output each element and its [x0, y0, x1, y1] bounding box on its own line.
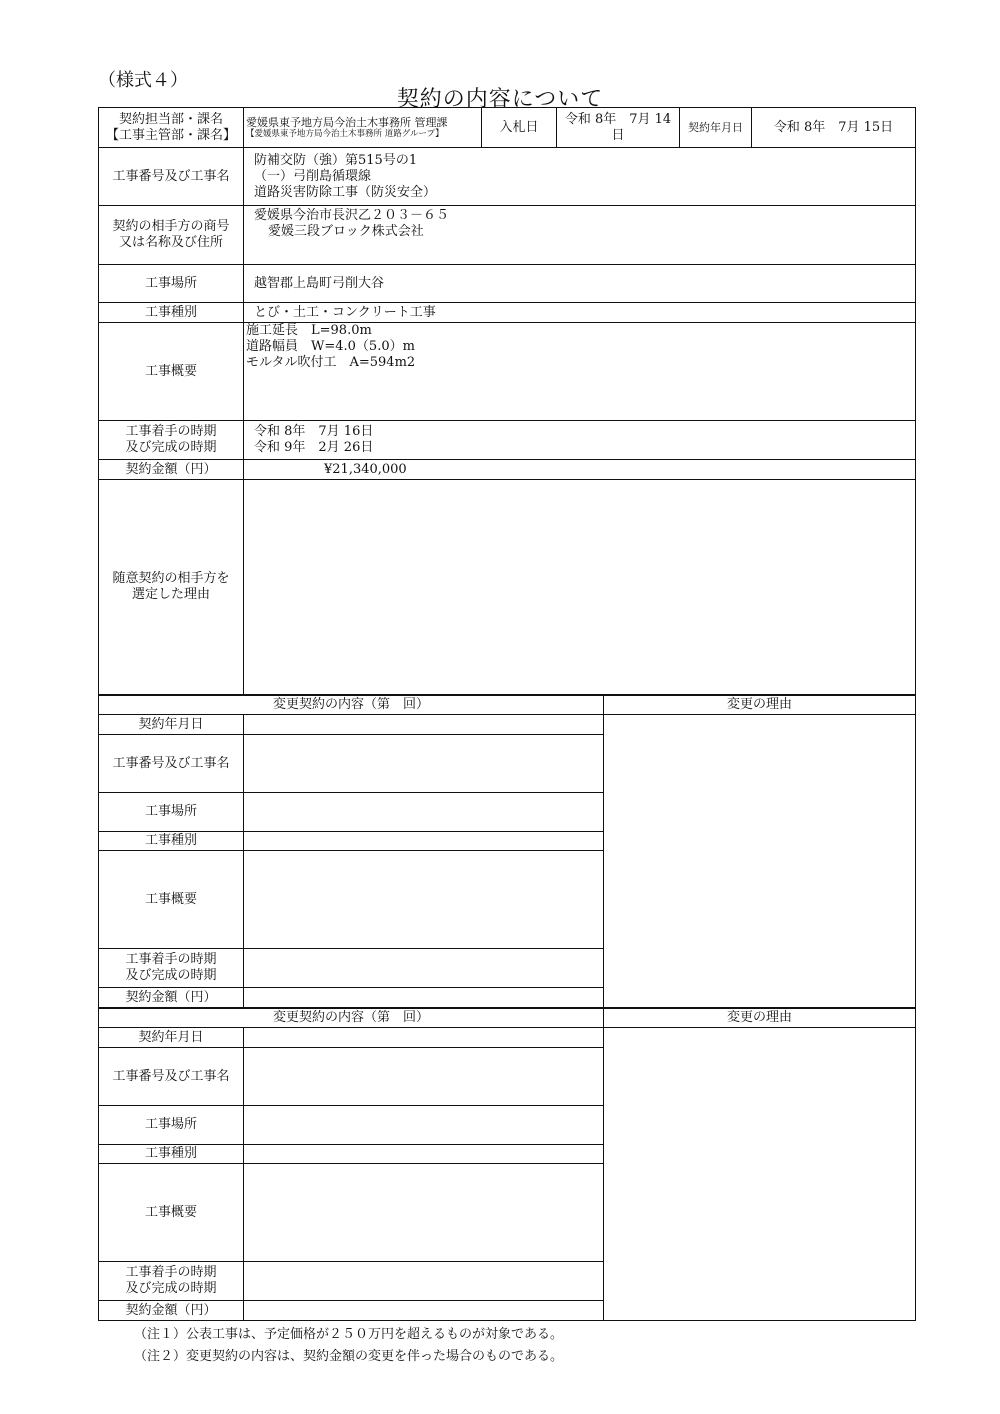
- change-reason-value: [604, 715, 916, 1008]
- start-date: 令和 8年 7月 16日: [254, 424, 374, 439]
- dept-label: 契約担当部・課名 【工事主管部・課名】: [99, 108, 244, 148]
- amount-label: 契約金額（円）: [99, 460, 244, 480]
- change-table-2: [98, 1008, 916, 1321]
- amount-value: ¥21,340,000: [244, 460, 916, 480]
- change-reason-header: 変更の理由: [604, 1009, 916, 1028]
- contract-date-label: 契約年月日: [680, 108, 752, 148]
- reason-label: 随意契約の相手方を 選定した理由: [99, 480, 244, 695]
- change-work-type-label: 工事種別: [99, 1145, 244, 1164]
- change-summary-label: 工事概要: [99, 1164, 244, 1262]
- change-amount-value: [244, 1301, 604, 1321]
- change-location-label: 工事場所: [99, 793, 244, 832]
- change-amount-label: 契約金額（円）: [99, 1301, 244, 1321]
- work-name-label: 工事番号及び工事名: [99, 148, 244, 206]
- change-summary-label: 工事概要: [99, 851, 244, 949]
- change-work-name-value: [244, 735, 604, 793]
- change-amount-label: 契約金額（円）: [99, 988, 244, 1008]
- change-work-type-value: [244, 1145, 604, 1164]
- change-summary-value: [244, 851, 604, 949]
- change-location-label: 工事場所: [99, 1106, 244, 1145]
- location-label: 工事場所: [99, 265, 244, 303]
- change-period-label: 工事着手の時期 及び完成の時期: [99, 1262, 244, 1301]
- work-type-label: 工事種別: [99, 303, 244, 323]
- period-label: 工事着手の時期 及び完成の時期: [99, 421, 244, 460]
- bid-date-value: 令和 8年 7月 14日: [557, 108, 680, 148]
- change-amount-value: [244, 988, 604, 1008]
- reason-value: [244, 480, 916, 695]
- form-number: （様式４）: [98, 70, 188, 91]
- contractor-cell: [244, 206, 916, 265]
- contractor-label: 契約の相手方の商号 又は名称及び住所: [99, 206, 244, 265]
- location-value: 越智郡上島町弓削大谷: [244, 265, 916, 303]
- change-contract-date-value: [244, 1028, 604, 1048]
- contractor-address: 愛媛県今治市長沢乙２０３－６５: [254, 208, 450, 223]
- change-table-1: [98, 695, 916, 1008]
- change-period-label: 工事着手の時期 及び完成の時期: [99, 949, 244, 988]
- contract-date-value: 令和 8年 7月 15日: [752, 108, 916, 148]
- change-location-value: [244, 793, 604, 832]
- summary-label: 工事概要: [99, 323, 244, 421]
- change-work-type-label: 工事種別: [99, 832, 244, 851]
- change-reason-header: 変更の理由: [604, 696, 916, 715]
- contract-table: [98, 107, 916, 695]
- dept-sub-value: 【愛媛県東予地方局今治土木事務所 道路グループ】: [246, 128, 444, 139]
- change-location-value: [244, 1106, 604, 1145]
- note-2: （注２）変更契約の内容は、契約金額の変更を伴った場合のものである。: [134, 1349, 564, 1364]
- change-summary-value: [244, 1164, 604, 1262]
- work-name-value: 防補交防（強）第515号の1 （一）弓削島循環線 道路災害防除工事（防災安全）: [244, 148, 916, 206]
- contractor-name: 愛媛三段ブロック株式会社: [268, 224, 424, 239]
- change-header: 変更契約の内容（第 回）: [99, 696, 604, 715]
- change-header: 変更契約の内容（第 回）: [99, 1009, 604, 1028]
- bid-date-label: 入札日: [482, 108, 557, 148]
- change-work-type-value: [244, 832, 604, 851]
- period-cell: [244, 421, 916, 460]
- summary-value: 施工延長 L=98.0m 道路幅員 W=4.0（5.0）m モルタル吹付工 A=594m2: [244, 323, 916, 421]
- dept-cell: [244, 108, 482, 148]
- page-title: 契約の内容について: [396, 87, 604, 112]
- work-type-value: とび・土工・コンクリート工事: [244, 303, 916, 323]
- change-contract-date-label: 契約年月日: [99, 1028, 244, 1048]
- change-work-name-label: 工事番号及び工事名: [99, 735, 244, 793]
- change-work-name-value: [244, 1048, 604, 1106]
- change-period-value: [244, 949, 604, 988]
- change-period-value: [244, 1262, 604, 1301]
- note-1: （注１）公表工事は、予定価格が２５０万円を超えるものが対象である。: [134, 1327, 564, 1342]
- change-contract-date-value: [244, 715, 604, 735]
- dept-value: 愛媛県東予地方局今治土木事務所 管理課: [246, 115, 448, 129]
- change-reason-value: [604, 1028, 916, 1321]
- change-work-name-label: 工事番号及び工事名: [99, 1048, 244, 1106]
- change-contract-date-label: 契約年月日: [99, 715, 244, 735]
- end-date: 令和 9年 2月 26日: [254, 440, 374, 455]
